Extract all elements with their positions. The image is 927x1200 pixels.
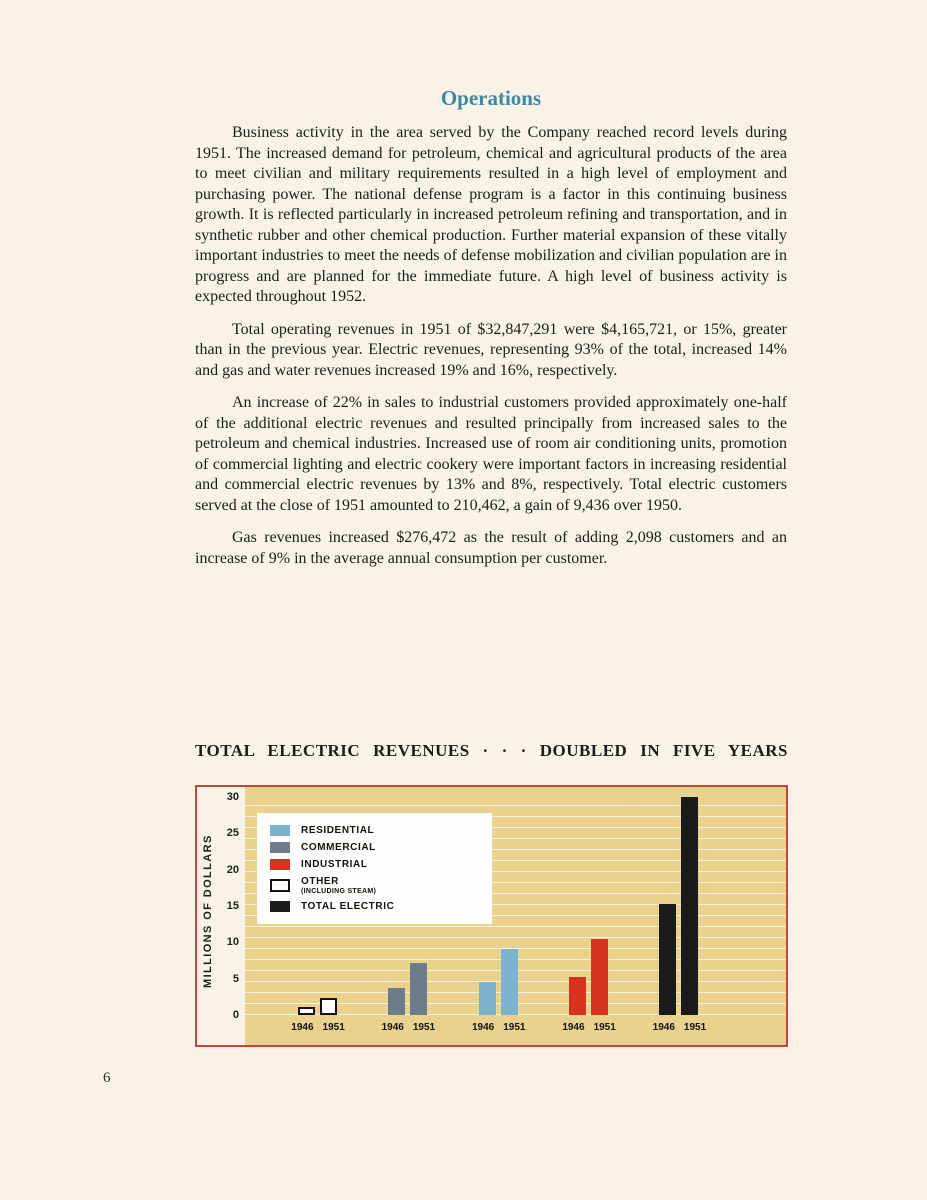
- bar-residential-1946: [479, 982, 496, 1015]
- y-tick-label: 15: [226, 900, 239, 912]
- year-label: 1951: [503, 1022, 526, 1033]
- bar-other-including-steam-1946: [298, 1007, 315, 1015]
- legend-item: [270, 822, 482, 839]
- bar-group-commercial: [388, 963, 427, 1015]
- paragraph: Gas revenues increased $276,472 as the result of adding 2,098 customers and an increase of 9% in the average annual consumption per customer.: [195, 529, 787, 567]
- bar-industrial-1951: [591, 939, 608, 1015]
- y-tick-label: 10: [226, 936, 239, 949]
- year-label: 1946: [652, 1022, 675, 1033]
- year-label: 1951: [683, 1022, 707, 1033]
- legend-swatch: [270, 859, 290, 870]
- page-number: 6: [103, 1070, 111, 1086]
- y-tick-label: 5: [232, 972, 239, 985]
- bar-industrial-1946: [569, 977, 586, 1016]
- x-axis: [245, 1015, 786, 1045]
- page-title: Operations: [440, 86, 542, 110]
- legend-label: COMMERCIAL: [301, 842, 376, 853]
- page-content: [195, 86, 787, 581]
- legend-item: [270, 839, 482, 856]
- paragraph: An increase of 22% in sales to industrial customers provided approximately one-half of the additional electric revenues and resulted principally from increased sales to the petroleum and chemical industries. Increased use of room air conditioning units, promotion of commercial lighting and electric cookery were important factors in increasing residential and commercial electric revenues by 13% and 8%, respectively. Total electric customers served at the close of 1951 amounted to 210,462, a gain of 9,436 over 1950.: [195, 394, 787, 514]
- y-tick-label: 25: [226, 827, 239, 840]
- legend-label: OTHER (INCLUDING STEAM): [301, 876, 377, 895]
- bar-total-electric-1946: [659, 904, 676, 1015]
- bar-commercial-1951: [410, 963, 427, 1015]
- x-tick-label: [457, 1022, 541, 1033]
- x-tick-label: [637, 1022, 721, 1033]
- legend-item: [270, 873, 482, 898]
- year-label: 1946: [562, 1022, 585, 1033]
- bar-other-including-steam-1951: [320, 998, 337, 1015]
- chart-section: [195, 741, 788, 1047]
- y-tick-label: 0: [232, 1009, 239, 1021]
- paragraph: Business activity in the area served by the Company reached record levels during 1951. The increased demand for petroleum, chemical and agricultural products of the area to meet civilian and military requirements resulted in a high level of employment and purchasing power. The national defense program is a factor in this continuing business growth. It is reflected particularly in increased petroleum refining and transportation, and in synthetic rubber and other chemical production. Further material expansion of these vitally important industries to meet the needs of defense mobilization and civilian population are in progress and are planned for the immediate future. A high level of business activity is expected throughout 1952.: [195, 124, 787, 305]
- legend-swatch: [270, 825, 290, 836]
- plot-area: [245, 797, 786, 1015]
- bar-total-electric-1951: [681, 797, 698, 1015]
- y-tick-label: 30: [226, 791, 239, 803]
- year-label: 1951: [322, 1022, 345, 1033]
- bar-chart: [195, 785, 788, 1047]
- bar-group-residential: [479, 949, 518, 1015]
- bar-commercial-1946: [388, 988, 405, 1015]
- chart-legend: [257, 813, 492, 924]
- legend-label: TOTAL ELECTRIC: [301, 901, 395, 912]
- x-tick-label: [276, 1022, 360, 1033]
- legend-item: [270, 898, 482, 915]
- x-tick-label: [366, 1022, 450, 1033]
- legend-label: RESIDENTIAL: [301, 825, 375, 836]
- y-tick-label: 20: [226, 863, 239, 876]
- year-label: 1951: [593, 1022, 616, 1033]
- x-tick-label: [547, 1022, 631, 1033]
- y-axis: [197, 787, 245, 1045]
- year-label: 1946: [471, 1022, 495, 1033]
- plot-column: [245, 787, 786, 1045]
- chart-title: TOTAL ELECTRIC REVENUES · · · DOUBLED IN FIVE YEARS: [195, 741, 788, 760]
- year-label: 1946: [381, 1022, 404, 1033]
- legend-swatch: [270, 879, 290, 892]
- year-label: 1946: [291, 1022, 314, 1033]
- bar-group-total-electric: [659, 797, 698, 1015]
- legend-item: [270, 856, 482, 873]
- paragraph: Total operating revenues in 1951 of $32,847,291 were $4,165,721, or 15%, greater than in the previous year. Electric revenues, representing 93% of the total, increased 14% and gas and water revenues increased 19% and 16%, respectively.: [195, 320, 787, 379]
- y-axis-label: MILLIONS OF DOLLARS: [202, 834, 214, 988]
- bar-group-other-including-steam: [298, 998, 337, 1015]
- bar-group-industrial: [569, 939, 608, 1015]
- bar-residential-1951: [501, 949, 518, 1015]
- legend-swatch: [270, 901, 290, 912]
- year-label: 1951: [412, 1022, 436, 1033]
- legend-swatch: [270, 842, 290, 853]
- legend-label: INDUSTRIAL: [301, 859, 368, 870]
